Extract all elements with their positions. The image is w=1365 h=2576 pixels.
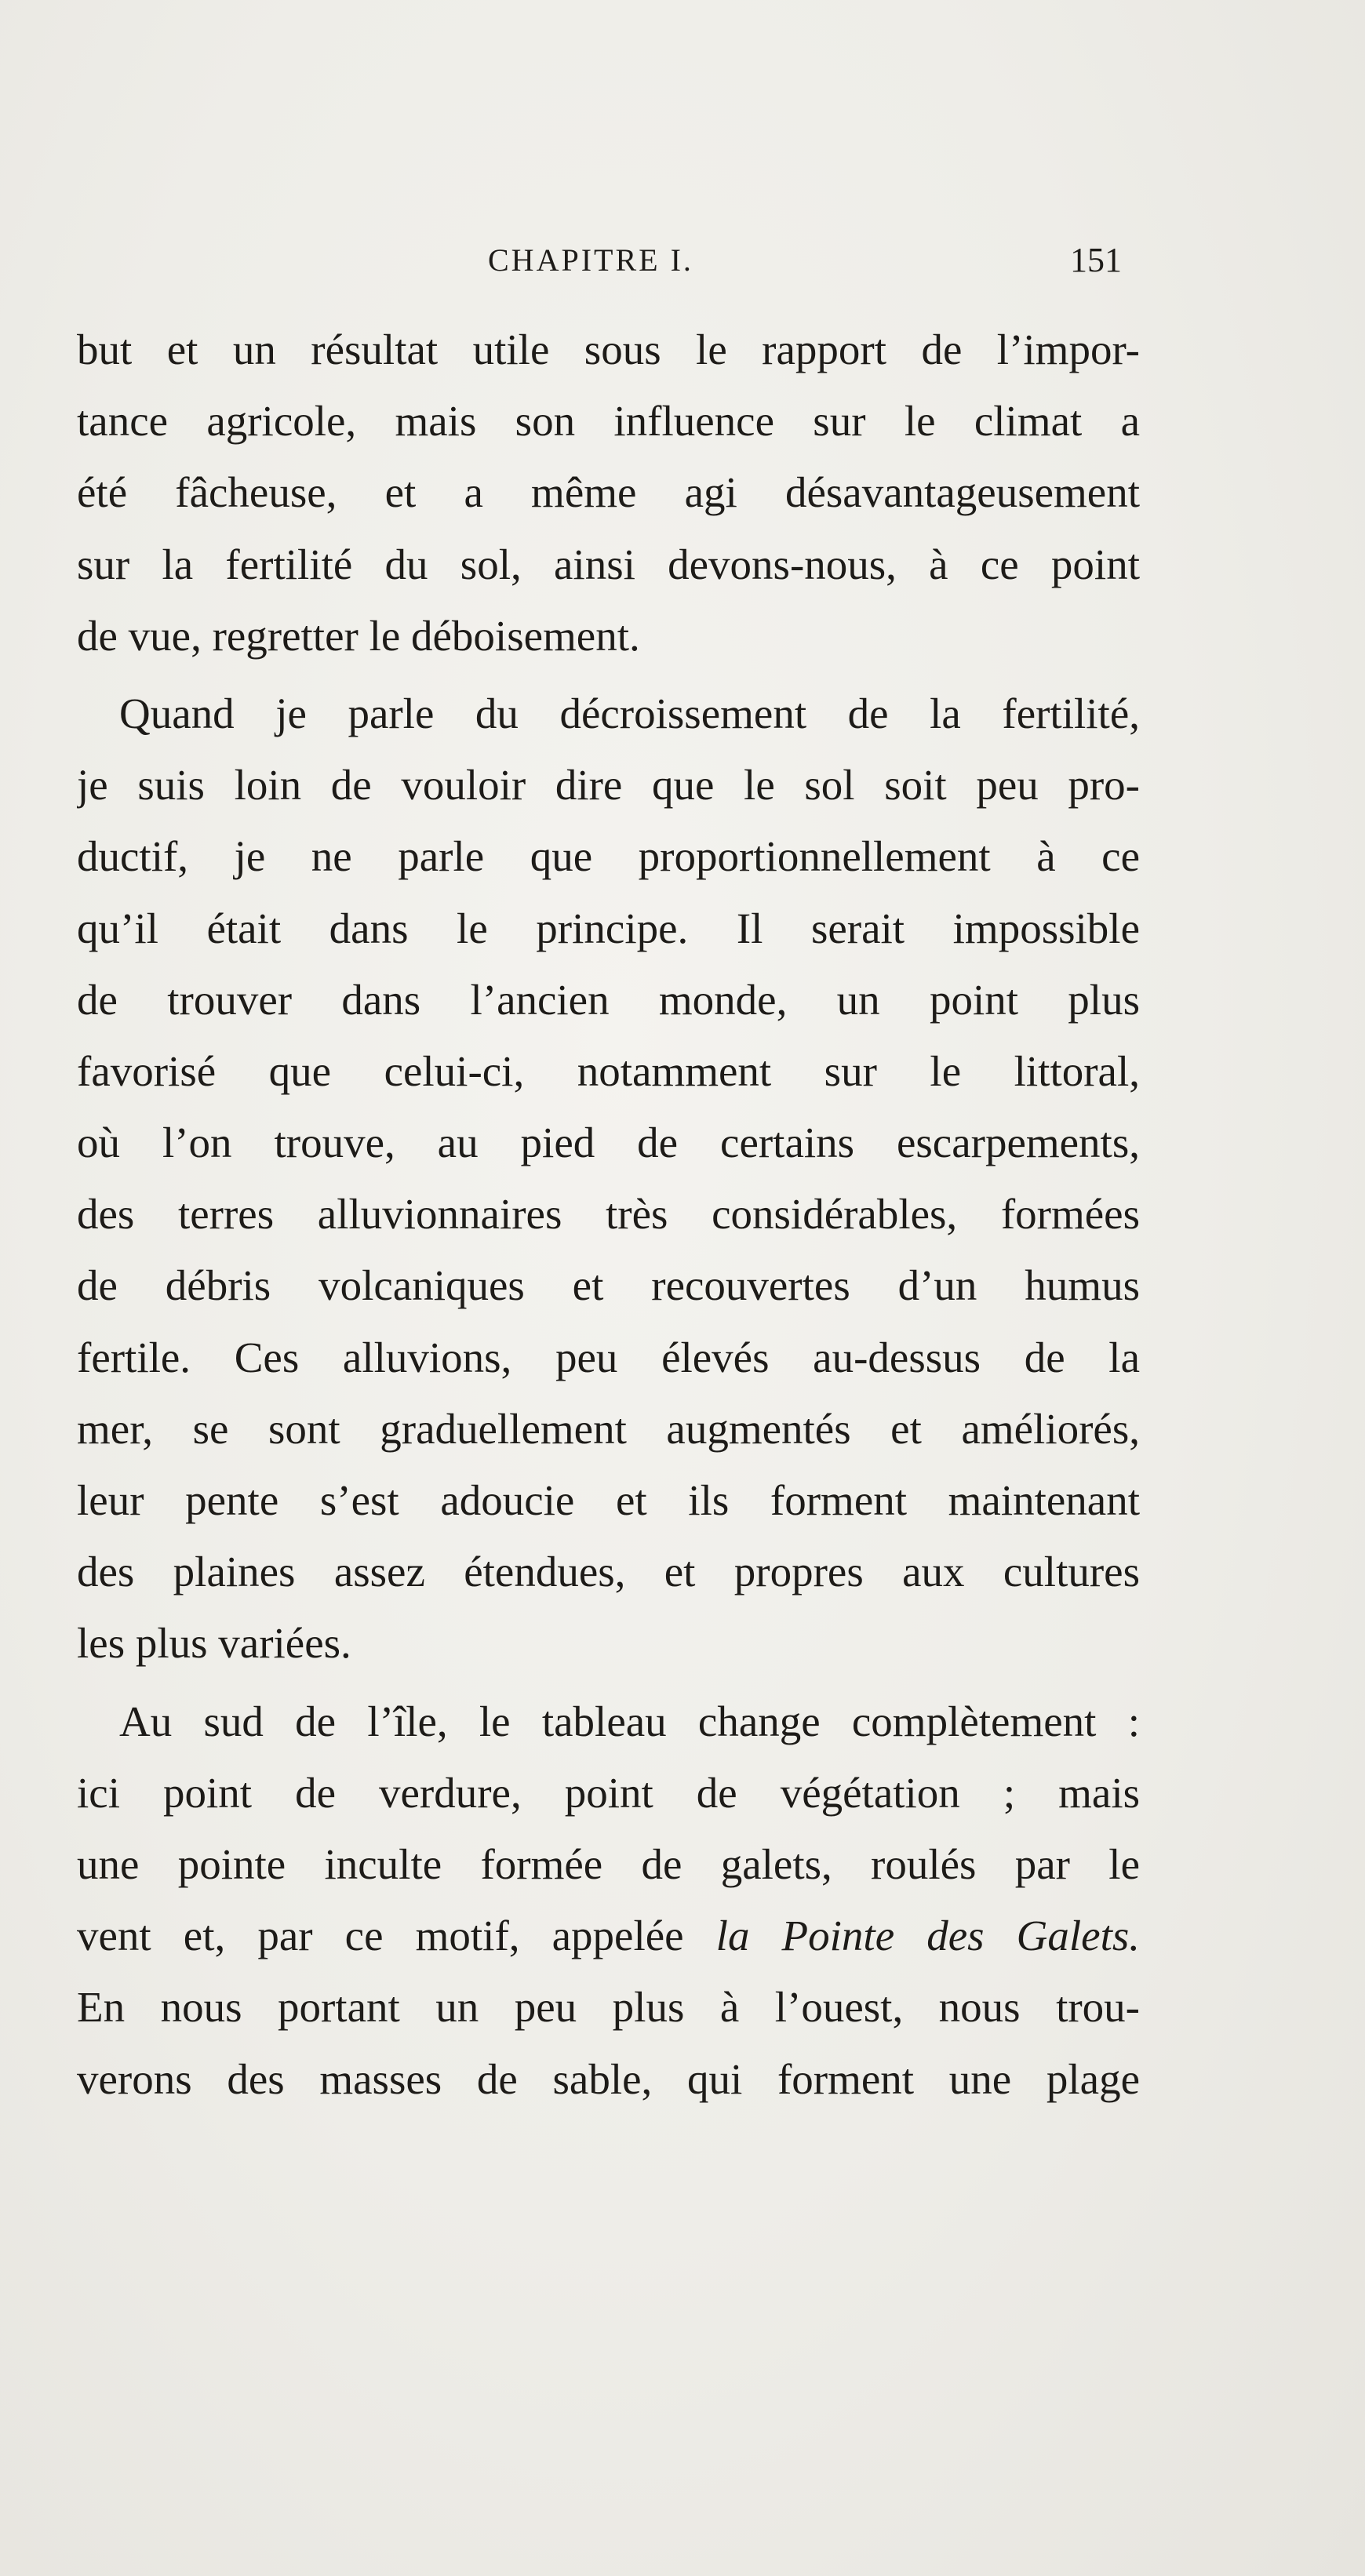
text-line: été fâcheuse, et a même agi désavantageusement — [77, 468, 1140, 517]
text-line: de vue, regretter le déboisement. — [77, 611, 640, 660]
text-line: En nous portant un peu plus à l’ouest, nous trou- — [77, 1983, 1140, 2032]
text-line: Au sud de l’île, le tableau change complètement : — [119, 1697, 1140, 1745]
text-line: ductif, je ne parle que proportionnellement à ce — [77, 832, 1140, 881]
text-line: qu’il était dans le principe. Il serait impossible — [77, 904, 1140, 952]
text-line: ici point de verdure, point de végétation ; mais — [77, 1768, 1140, 1817]
text-line: les plus variées. — [77, 1619, 351, 1668]
text-line: fertile. Ces alluvions, peu élevés au-dessus de la — [77, 1333, 1140, 1381]
page-header — [77, 237, 1122, 284]
text-line: des terres alluvionnaires très considérables, formées — [77, 1190, 1140, 1239]
text-line: une pointe inculte formée de galets, roulés par le — [77, 1839, 1140, 1888]
text-line: de trouver dans l’ancien monde, un point plus — [77, 975, 1140, 1024]
text-line: des plaines assez étendues, et propres aux cultures — [77, 1548, 1140, 1596]
text-segment: vent et, par ce motif, appelée — [77, 1912, 684, 1960]
text-line: leur pente s’est adoucie et ils forment maintenant — [77, 1476, 1140, 1524]
paragraph-1 — [77, 314, 1140, 671]
paragraph-2 — [77, 678, 1140, 1679]
running-title: CHAPITRE I. — [488, 242, 693, 278]
body-text — [77, 314, 1140, 2115]
text-line: de débris volcaniques et recouvertes d’un humus — [77, 1261, 1140, 1310]
text-line: but et un résultat utile sous le rapport de l’impor- — [77, 326, 1140, 373]
place-name-italic: la Pointe des Galets. — [715, 1912, 1140, 1960]
text-line: où l’on trouve, au pied de certains escarpements, — [77, 1119, 1140, 1167]
text-line: sur la fertilité du sol, ainsi devons-nous, à ce point — [77, 540, 1140, 588]
text-line: verons des masses de sable, qui forment une plage — [77, 2054, 1140, 2103]
text-line: mer, se sont graduellement augmentés et améliorés, — [77, 1404, 1140, 1453]
text-line: Quand je parle du décroissement de la fertilité, — [119, 689, 1140, 737]
paragraph-3 — [77, 1686, 1140, 2115]
text-line-with-italic — [77, 1900, 1140, 1971]
text-line: favorisé que celui-ci, notamment sur le littoral, — [77, 1046, 1140, 1095]
text-line: tance agricole, mais son influence sur le climat a — [77, 397, 1140, 446]
page-number: 151 — [1070, 241, 1122, 279]
text-line: je suis loin de vouloir dire que le sol soit peu pro- — [77, 761, 1140, 810]
